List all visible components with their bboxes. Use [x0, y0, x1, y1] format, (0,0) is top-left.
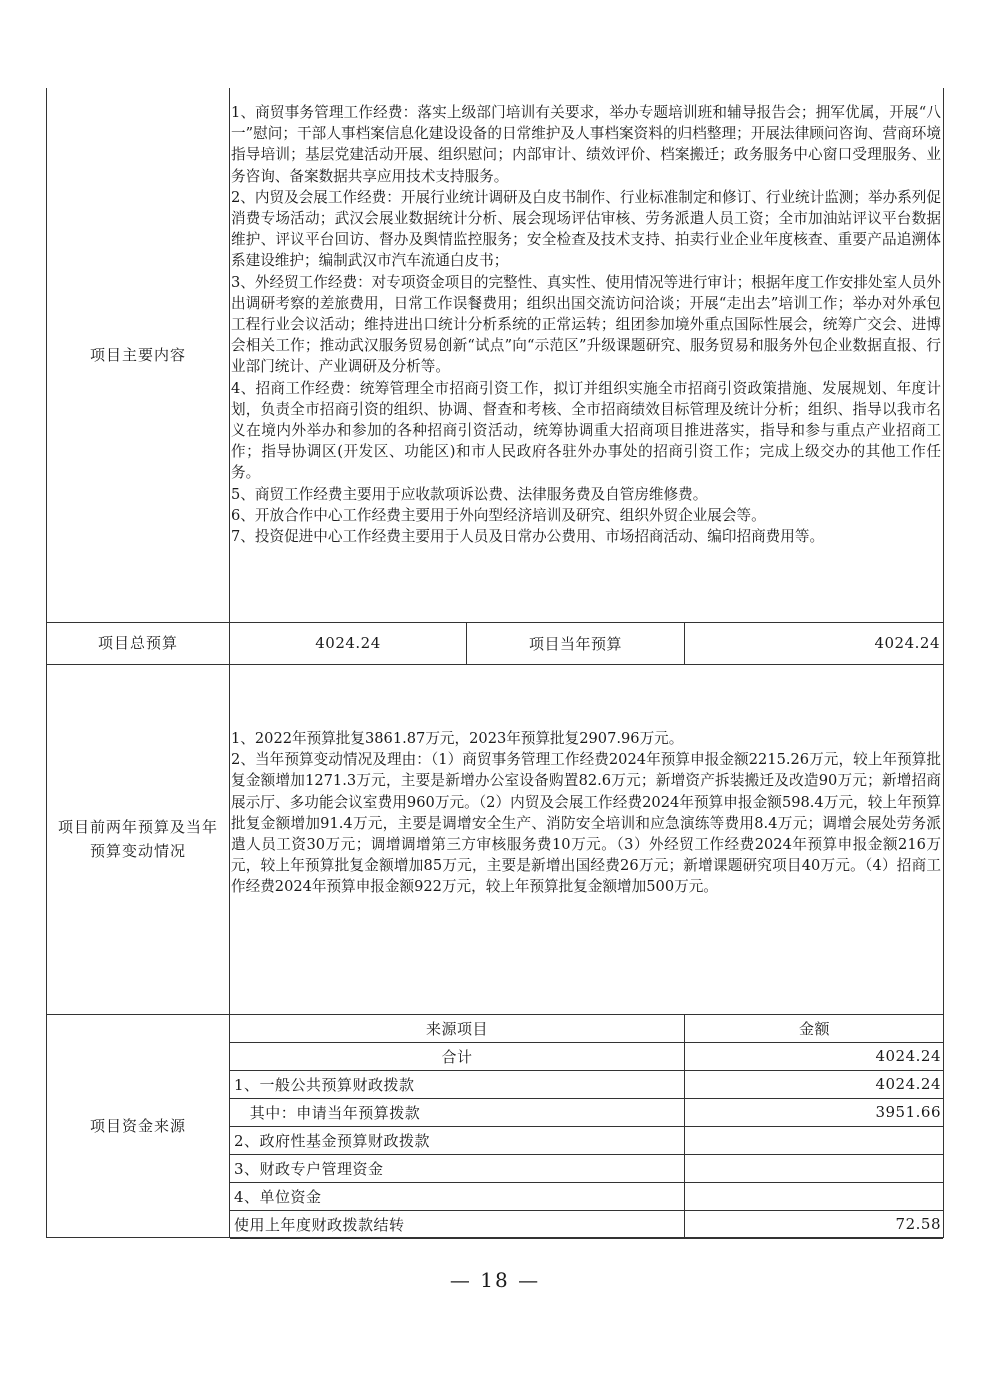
funding-source-label: 项目资金来源 [89, 1117, 186, 1135]
funding-header-source: 来源项目 [425, 1019, 488, 1038]
paragraph: 1、2022年预算批复3861.87万元，2023年预算批复2907.96万元。 [231, 730, 684, 747]
funding-row-amount [685, 1182, 944, 1210]
main-content-label: 项目主要内容 [89, 346, 186, 364]
paragraph: 2、内贸及会展工作经费：开展行业统计调研及白皮书制作、行业标准制定和修订、行业统计监测；举办系列促消费专场活动；武汉会展业数据统计分析、展会现场评估审核、劳务派遣人员工资；全市加油站评议平台数据维护、评议平台回访、督办及舆情监控服务；安全检查及技术支持、拍卖行业企业年度核查、重要产品追溯体系建设维护；编制武汉市汽车流通白皮书； [231, 188, 941, 270]
page-number: — 18 — [449, 1268, 541, 1292]
current-budget-label: 项目当年预算 [528, 634, 622, 653]
paragraph: 4、招商工作经费：统筹管理全市招商引资工作，拟订并组织实施全市招商引资政策措施、发展规划、年度计划，负责全市招商引资的组织、协调、督查和考核、全市招商绩效目标管理及统计分析；组织、指导以我市名义在境内外举办和参加的各种招商引资活动，统筹协调重大招商项目推进落实，指导和参与重点产业招商工作；指导协调区(开发区、功能区)和市人民政府各驻外办事处的招商引资工作；完成上级交办的其他工作任务。 [231, 379, 941, 482]
funding-row-source: 其中：申请当年预算拨款 [234, 1103, 421, 1122]
funding-row-divider [230, 1238, 943, 1239]
paragraph: 1、商贸事务管理工作经费：落实上级部门培训有关要求，举办专题培训班和辅导报告会；拥军优属，开展“八一”慰问；干部人事档案信息化建设设备的日常维护及人事档案资料的归档整理；开展法律顾问咨询、营商环境指导培训；基层党建活动开展、组织慰问；内部审计、绩效评价、档案搬迁；政务服务中心窗口受理服务、业务咨询、备案数据共享应用技术支持服务。 [231, 104, 941, 185]
paragraph: 7、投资促进中心工作经费主要用于人员及日常办公费用、市场招商活动、编印招商费用等。 [231, 528, 825, 546]
funding-row-source: 2、政府性基金预算财政拨款 [234, 1131, 431, 1150]
funding-row-amount [685, 1126, 944, 1154]
funding-row-source: 合计 [441, 1047, 473, 1066]
funding-header-amount: 金额 [798, 1019, 830, 1038]
funding-row-source: 1、一般公共预算财政拨款 [234, 1075, 415, 1094]
main-content-text [231, 102, 941, 547]
total-budget-value: 4024.24 [315, 634, 381, 652]
budget-changes-label [47, 664, 229, 1014]
project-table [46, 88, 944, 1238]
funding-row-source: 4、单位资金 [234, 1187, 322, 1206]
budget-changes-label-line2: 预算变动情况 [89, 842, 186, 860]
funding-row-source: 使用上年度财政拨款结转 [234, 1215, 405, 1234]
budget-changes-text [231, 728, 941, 898]
budget-changes-label-line1: 项目前两年预算及当年 [57, 818, 218, 836]
funding-row-amount [685, 1154, 944, 1182]
funding-row-source: 3、财政专户管理资金 [234, 1159, 384, 1178]
paragraph: 2、当年预算变动情况及理由：（1）商贸事务管理工作经费2024年预算申报金额2215.26万元，较上年预算批复金额增加1271.3万元，主要是新增办公室设备购置82.6万元；新增资产拆装搬迁及改造90万元；新增招商展示厅、多功能会议室费用960万元。（2）内贸及会展工作经费2024年预算申报金额598.4万元，较上年预算批复金额增加91.4万元，主要是调增安全生产、消防安全培训和应急演练等费用8.4万元；调增会展处劳务派遣人员工资30万元；调增调增第三方审核服务费10万元。（3）外经贸工作经费2024年预算申报金额216万元，较上年预算批复金额增加85万元，主要是新增出国经费26万元；新增课题研究项目40万元。（4）招商工作经费2024年预算申报金额922万元，较上年预算批复金额增加500万元。 [231, 751, 941, 896]
funding-row-amount: 3951.66 [875, 1103, 941, 1121]
current-budget-value: 4024.24 [874, 634, 940, 652]
total-budget-label: 项目总预算 [97, 634, 178, 652]
paragraph: 6、开放合作中心工作经费主要用于外向型经济培训及研究、组织外贸企业展会等。 [231, 506, 766, 524]
funding-row-amount: 4024.24 [875, 1075, 941, 1093]
paragraph: 3、外经贸工作经费：对专项资金项目的完整性、真实性、使用情况等进行审计；根据年度工作安排处室人员外出调研考察的差旅费用，日常工作误餐费用；组织出国交流访问洽谈；开展“走出去”培训工作；举办对外承包工程行业会议活动；维持进出口统计分析系统的正常运转；组团参加境外重点国际性展会，统筹广交会、进博会相关工作；推动武汉服务贸易创新“试点”向“示范区”升级课题研究、服务贸易和服务外包企业数据直报、行业部门统计、产业调研及分析等。 [231, 273, 941, 376]
funding-row-amount: 4024.24 [875, 1047, 941, 1065]
paragraph: 5、商贸工作经费主要用于应收款项诉讼费、法律服务费及自管房维修费。 [231, 485, 708, 503]
funding-row-amount: 72.58 [895, 1215, 941, 1233]
